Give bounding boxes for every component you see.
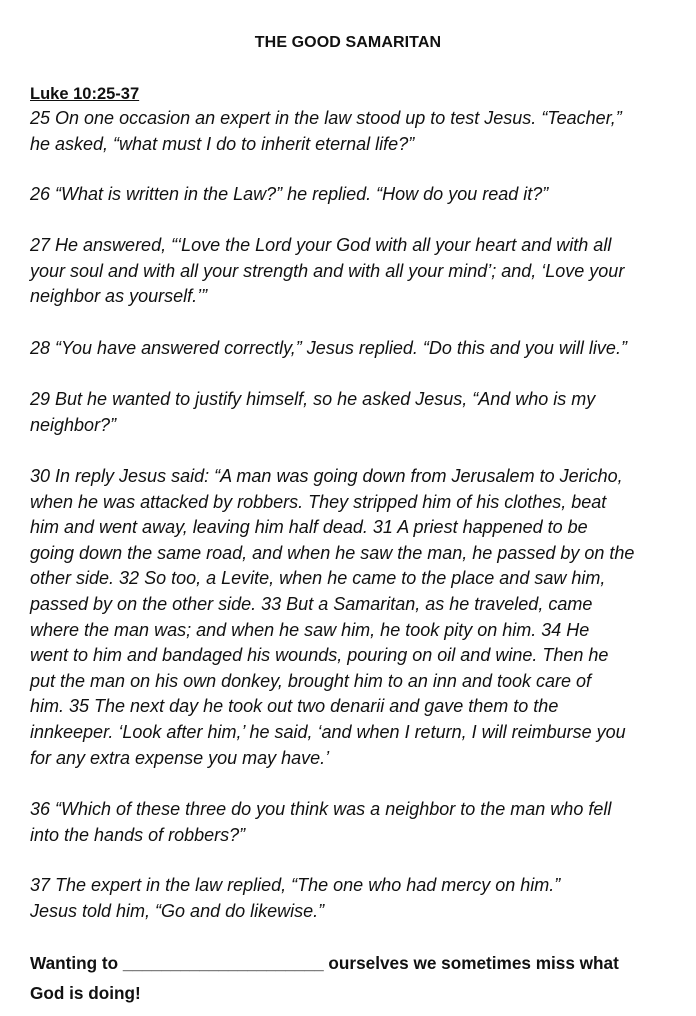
- scripture-reference: Luke 10:25-37: [30, 85, 140, 103]
- verse-26: 26 “What is written in the Law?” he replied. “How do you read it?”: [30, 184, 549, 204]
- verse-30-35: 30 In reply Jesus said: “A man was going down from Jerusalem to Jericho, when he was attacked by robbers. They stripped him of his clothes, beat him and went away, leaving him half dead. 31 A priest happened to be going down the same road, and when he saw the man, he passed by on the other side. 32 So too, a Levite, when he came to the place and saw him, passed by on the other side. 33 But a Samaritan, as he traveled, came where the man was; and when he saw him, he took pity on him. 34 He went to him and bandaged his wounds, pouring on oil and wine. Then he put the man on his own donkey, brought him to an inn and took care of him. 35 The next day he took out two denarii and gave them to the innkeeper. ‘Look after him,’ he said, ‘and when I return, I will reimburse you for any extra expense you may have.’: [30, 466, 635, 768]
- verse-36: 36 “Which of these three do you think was a neighbor to the man who fell into the hands of robbers?”: [30, 799, 612, 845]
- verse-37: 37 The expert in the law replied, “The one who had mercy on him.” Jesus told him, “Go and do likewise.”: [30, 875, 561, 921]
- page-title: THE GOOD SAMARITAN: [254, 34, 442, 51]
- verse-28: 28 “You have answered correctly,” Jesus replied. “Do this and you will live.”: [30, 338, 627, 358]
- closing-statement: Wanting to _____________________ ourselves we sometimes miss what God is doing!: [30, 953, 619, 1003]
- verse-25: 25 On one occasion an expert in the law stood up to test Jesus. “Teacher,” he asked, “what must I do to inherit eternal life?”: [30, 108, 622, 154]
- verse-29: 29 But he wanted to justify himself, so he asked Jesus, “And who is my neighbor?”: [30, 389, 596, 435]
- verse-27: 27 He answered, “‘Love the Lord your God with all your heart and with all your soul and with all your strength and with all your mind’; and, ‘Love your neighbor as yourself.’”: [30, 235, 625, 307]
